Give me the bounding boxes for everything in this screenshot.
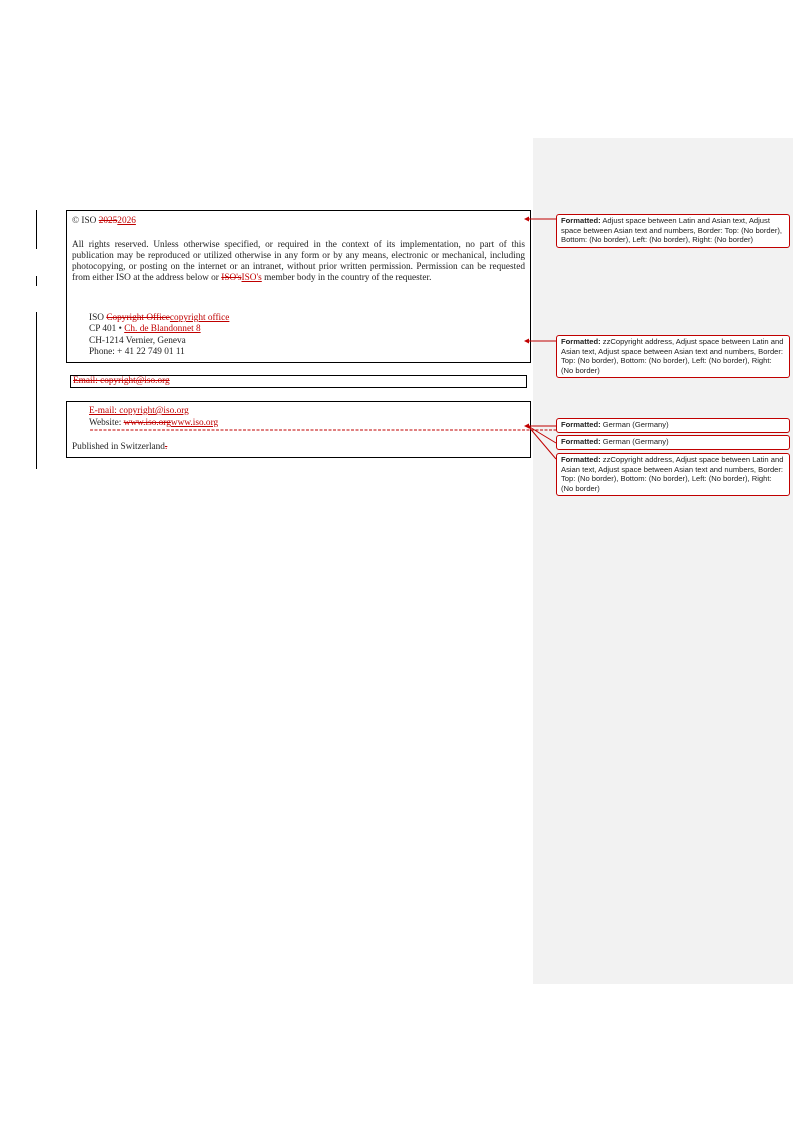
website-prefix: Website: — [89, 418, 124, 428]
comment-text: German (Germany) — [600, 420, 669, 429]
copyright-symbol: © ISO — [72, 216, 99, 226]
org-deleted: Copyright Office — [106, 313, 170, 323]
inserted-year: 2026 — [117, 216, 136, 226]
email-deleted: Email: copyright@iso.org — [73, 376, 170, 386]
comment-balloon[interactable] — [556, 418, 790, 433]
website-inserted: www.iso.org — [170, 418, 219, 428]
comment-text: zzCopyright address, Adjust space between Latin and Asian text, Adjust space between Asian text and numbers, Border: Top: (No border), Bottom: (No border), Left: (No border), Right: (No border) — [561, 337, 784, 375]
comment-label: Formatted: — [561, 337, 601, 346]
deleted-year: 2025 — [98, 216, 118, 226]
published-deleted: . — [164, 442, 168, 452]
anchor-arrow — [524, 217, 529, 222]
leader-line — [528, 426, 556, 443]
comment-label: Formatted: — [561, 437, 601, 446]
comment-label: Formatted: — [561, 216, 601, 225]
org-prefix: ISO — [89, 313, 107, 323]
comment-balloon[interactable] — [556, 214, 790, 248]
published-text: Published in Switzerland — [72, 442, 165, 452]
anchor-arrow — [524, 424, 529, 429]
address-phone: Phone: + 41 22 749 01 11 — [89, 347, 185, 357]
street-inserted: Ch. de Blandonnet 8 — [124, 324, 201, 334]
comment-balloon[interactable] — [556, 453, 790, 496]
po-box: CP 401 • — [89, 324, 125, 334]
comment-balloon[interactable] — [556, 435, 790, 450]
rights-deleted: ISO's — [221, 273, 242, 283]
rights-inserted: ISO's — [241, 273, 262, 283]
comment-label: Formatted: — [561, 420, 601, 429]
address-line3: CH-1214 Vernier, Geneva — [89, 336, 186, 346]
rights-tail: member body in the country of the requester. — [261, 273, 432, 283]
comment-text: zzCopyright address, Adjust space between Latin and Asian text, Adjust space between Asian text and numbers, Border: Top: (No border), Bottom: (No border), Left: (No border), Right: (No border) — [561, 455, 784, 493]
comment-balloon[interactable] — [556, 335, 790, 378]
rights-text: All rights reserved. Unless otherwise specified, or required in the context of its implementation, no part of this publication may be reproduced or utilized otherwise in any form or by any means, electronic or mechanical, including photocopying, or posting on the internet or an intranet, without prior written permission. Permission can be requested from either ISO at the address below or — [72, 240, 525, 283]
comment-text: Adjust space between Latin and Asian text, Adjust space between Asian text and numbers, Border: Top: (No border), Bottom: (No border), Left: (No border), Right: (No border) — [561, 216, 783, 245]
leader-line — [528, 426, 556, 459]
comment-label: Formatted: — [561, 455, 601, 464]
comment-text: German (Germany) — [600, 437, 669, 446]
website-deleted: www.iso.org — [123, 418, 171, 428]
org-inserted: copyright office — [169, 313, 230, 323]
email-inserted: E-mail: copyright@iso.org — [89, 406, 189, 416]
anchor-arrow — [524, 339, 529, 344]
